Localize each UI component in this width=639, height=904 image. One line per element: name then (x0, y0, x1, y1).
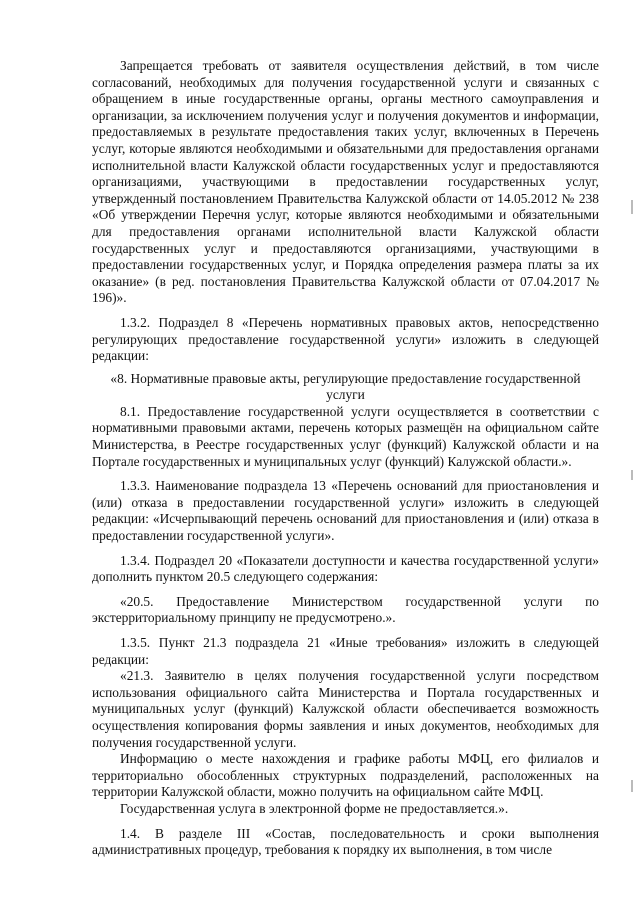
paragraph-1-3-4: 1.3.4. Подраздел 20 «Показатели доступности и качества государственной услуги» дополнить пунктом 20.5 следующего содержания: (92, 552, 599, 585)
paragraph-8-1: 8.1. Предоставление государственной услуги осуществляется в соответствии с нормативными правовыми актами, перечень которых размещён на официальном сайте Министерства, в Реестре государственных услуг (функций) Калужской области и на Портале государственных и муниципальных услуг (функций) Калужской области.». (92, 403, 599, 469)
paragraph-1-3-5: 1.3.5. Пункт 21.3 подраздела 21 «Иные требования» изложить в следующей редакции: (92, 635, 599, 667)
paragraph-electronic-form: Государственная услуга в электронной форме не предоставляется.». (120, 800, 509, 816)
paragraph-1-3-3: 1.3.3. Наименование подраздела 13 «Перечень оснований для приостановления и (или) отказа в предоставлении государственной услуги» изложить в следующей редакции: «Исчерпывающий перечень оснований для приостановления и (или) отказа в предоставлении государственной услуги». (92, 478, 599, 544)
paragraph-mfc-info: Информацию о месте нахождения и графике работы МФЦ, его филиалов и территориально обособленных структурных подразделений, расположенных на территории Калужской области, можно получить на официальном сайте МФЦ. (92, 751, 599, 800)
paragraph-1-4: 1.4. В разделе III «Состав, последовательность и сроки выполнения административных процедур, требования к порядку их выполнения, в том числе (92, 825, 599, 858)
scan-edge-mark (631, 200, 633, 214)
paragraph-20-5: «20.5. Предоставление Министерством государственной услуги по экстерриториальному принципу не предусмотрено.». (92, 593, 599, 626)
subsection-heading-8: «8. Нормативные правовые акты, регулирующие предоставление государственной услуги (110, 370, 581, 403)
paragraph-1-3-2: 1.3.2. Подраздел 8 «Перечень нормативных правовых актов, непосредственно регулирующих предоставление государственной услуги» изложить в следующей редакции: (92, 314, 599, 364)
scan-edge-mark (631, 470, 633, 480)
paragraph-prohibition: Запрещается требовать от заявителя осуществления действий, в том числе согласований, необходимых для получения государственной услуги и связанных с обращением в иные государственные органы, органы местного самоуправления и организации, за исключением получения услуг и получения документов и информации, предоставляемых в результате предоставления таких услуг, включенных в Перечень услуг, которые являются необходимыми и обязательными для предоставления органами исполнительной власти Калужской области государственных услуг и предоставляются организациями, участвующими в предоставлении государственных услуг, утвержденный постановлением Правительства Калужской области от 14.05.2012 № 238 «Об утверждении Перечня услуг, которые являются необходимыми и обязательными для предоставления органами исполнительной власти Калужской области государственных услуг и предоставляются организациями, участвующими в предоставлении государственных услуг, и Порядка определения размера платы за их оказание» (в ред. постановления Правительства Калужской области от 07.04.2017 № 196)». (92, 58, 599, 306)
paragraph-21-3: «21.3. Заявителю в целях получения государственной услуги посредством использования официального сайта Министерства и Портала государственных и муниципальных услуг (функций) Калужской области обеспечивается возможность осуществления копирования формы заявления и иных документов, необходимых для получения государственной услуги. (92, 668, 599, 750)
scan-edge-mark (631, 780, 633, 792)
